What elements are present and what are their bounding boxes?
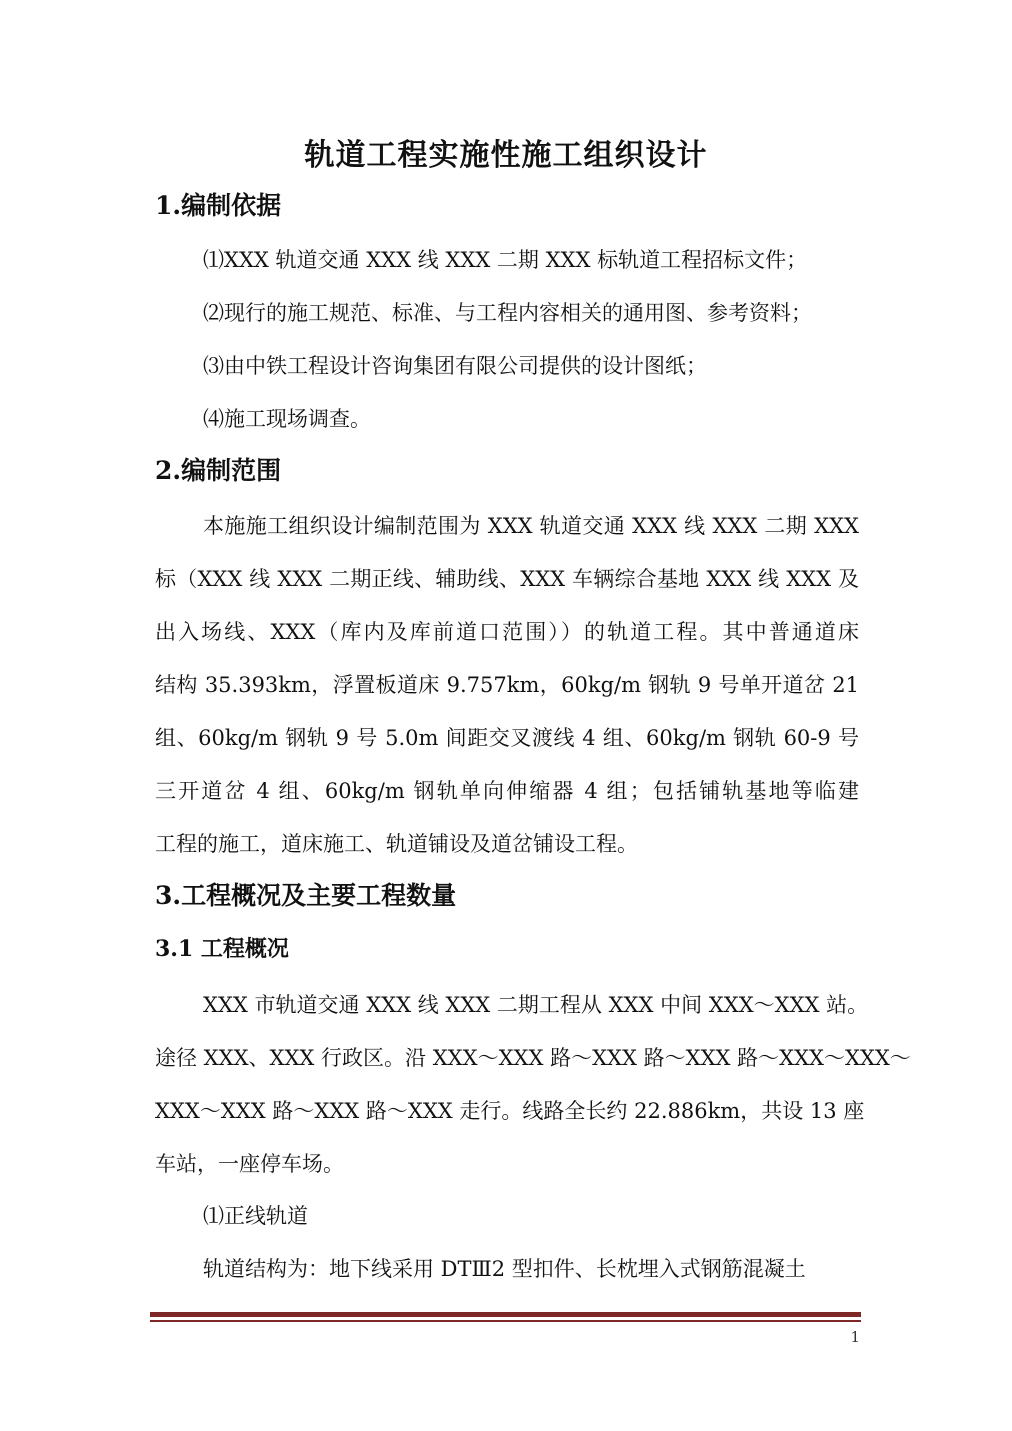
scope-line-7: 工程的施工，道床施工、轨道铺设及道岔铺设工程。 [155, 832, 638, 856]
basis-item-3: ⑶由中铁工程设计咨询集团有限公司提供的设计图纸； [203, 354, 707, 378]
section-3-heading: 3.工程概况及主要工程数量 [155, 881, 457, 910]
basis-item-1: ⑴XXX 轨道交通 XXX 线 XXX 二期 XXX 标轨道工程招标文件； [203, 248, 808, 272]
scope-line-3: 出入场线、XXX（库内及库前道口范围））的轨道工程。其中普通道床 [155, 620, 859, 644]
document-title: 轨道工程实施性施工组织设计 [304, 138, 708, 173]
footer-rule-thick [150, 1312, 861, 1317]
overview-line-4: 车站，一座停车场。 [155, 1152, 344, 1176]
footer-rule-thin [150, 1320, 861, 1322]
section-3-1-heading: 3.1 工程概况 [155, 936, 289, 962]
scope-line-6: 三开道岔 4 组、60kg/m 钢轨单向伸缩器 4 组；包括铺轨基地等临建 [155, 779, 859, 803]
mainline-track-subheading: ⑴正线轨道 [203, 1204, 308, 1228]
scope-line-4: 结构 35.393km，浮置板道床 9.757km，60kg/m 钢轨 9 号单开道岔 21 [155, 673, 859, 697]
scope-line-5: 组、60kg/m 钢轨 9 号 5.0m 间距交叉渡线 4 组、60kg/m 钢轨 60-9 号 [155, 726, 859, 750]
scope-line-2: 标（XXX 线 XXX 二期正线、辅助线、XXX 车辆综合基地 XXX 线 XXX 及 [155, 567, 859, 591]
basis-item-2: ⑵现行的施工规范、标准、与工程内容相关的通用图、参考资料； [203, 301, 812, 325]
page-number: 1 [850, 1328, 860, 1346]
mainline-track-text: 轨道结构为：地下线采用 DTⅢ2 型扣件、长枕埋入式钢筋混凝土 [203, 1257, 806, 1281]
scope-line-1: 本施施工组织设计编制范围为 XXX 轨道交通 XXX 线 XXX 二期 XXX [203, 514, 859, 538]
overview-line-1: XXX 市轨道交通 XXX 线 XXX 二期工程从 XXX 中间 XXX～XXX 站。 [203, 993, 869, 1017]
section-1-heading: 1.编制依据 [155, 191, 282, 220]
overview-line-2: 途径 XXX、XXX 行政区。沿 XXX～XXX 路～XXX 路～XXX 路～XXX～XXX～ [155, 1046, 911, 1070]
overview-line-3: XXX～XXX 路～XXX 路～XXX 走行。线路全长约 22.886km，共设 13 座 [155, 1099, 865, 1123]
basis-item-4: ⑷施工现场调查。 [203, 407, 371, 431]
section-2-heading: 2.编制范围 [155, 456, 282, 485]
